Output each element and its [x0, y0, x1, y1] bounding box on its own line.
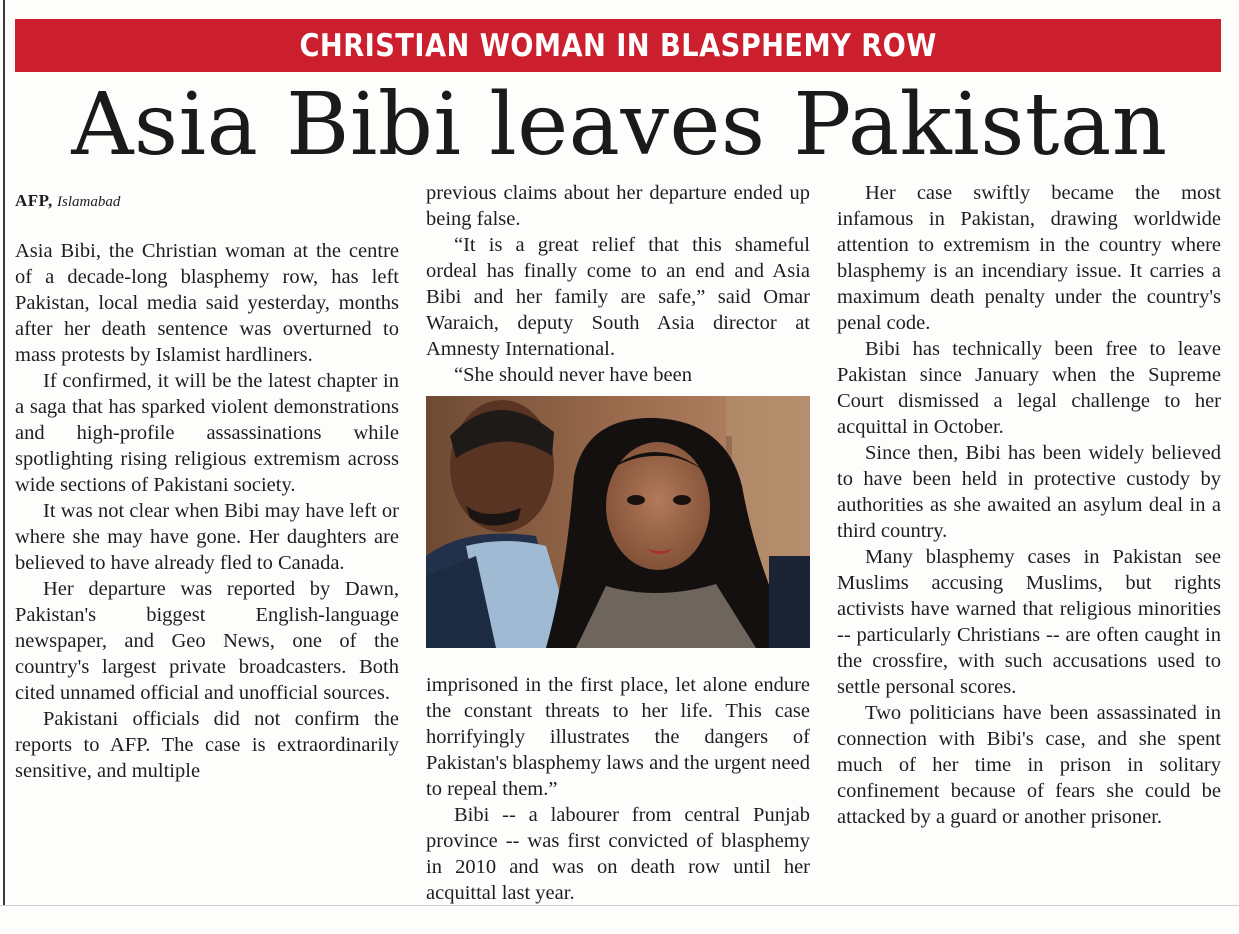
paragraph: Asia Bibi, the Christian woman at the centre of a decade-long blasphemy row, has left Pakistan, local media said yesterday, months after her death sentence was overturned to mass protests by Islamist hardliners. — [15, 240, 399, 366]
paragraph: Bibi -- a labourer from central Punjab province -- was first convicted of blasphemy in 2010 and was on death row until her acquittal last year. — [426, 804, 810, 904]
byline-place: Islamabad — [57, 194, 121, 210]
kicker-bar — [15, 19, 1221, 72]
paragraph: “She should never have been — [454, 364, 692, 386]
paragraph: It was not clear when Bibi may have left or where she may have gone. Her daughters are believed to have already fled to Canada. — [15, 500, 399, 574]
news-photo — [426, 396, 810, 648]
paragraph: Her case swiftly became the most infamous in Pakistan, drawing worldwide attention to extremism in the country where blasphemy is an incendiary issue. It carries a maximum death penalty under the country's penal code. — [837, 182, 1221, 334]
byline-agency: AFP, — [15, 191, 53, 210]
byline — [15, 186, 399, 238]
paragraph: Since then, Bibi has been widely believed to have been held in protective custody by authorities as she awaited an asylum deal in a third country. — [837, 442, 1221, 542]
paragraph: If confirmed, it will be the latest chapter in a saga that has sparked violent demonstrations and high-profile assassinations while spotlighting rising religious extremism across wide sections of Pakistani society. — [15, 370, 399, 496]
paragraph: “It is a great relief that this shameful ordeal has finally come to an end and Asia Bibi and her family are safe,” said Omar Waraich, deputy South Asia director at Amnesty International. — [426, 234, 810, 360]
article-column-2 — [426, 180, 810, 906]
paragraph: Pakistani officials did not confirm the reports to AFP. The case is extraordinarily sensitive, and multiple — [15, 708, 399, 782]
paragraph: previous claims about her departure ended up being false. — [426, 182, 810, 230]
paragraph: Many blasphemy cases in Pakistan see Muslims accusing Muslims, but rights activists have warned that religious minorities -- particularly Christians -- are often caught in the crossfire, with such accusations used to settle personal scores. — [837, 546, 1221, 698]
bottom-rule — [0, 905, 1239, 906]
paragraph: Two politicians have been assassinated in connection with Bibi's case, and she spent much of her time in prison in solitary confinement because of fears she could be attacked by a guard or another prisoner. — [837, 702, 1221, 828]
kicker: CHRISTIAN WOMAN IN BLASPHEMY ROW — [299, 27, 937, 64]
article-column-3 — [837, 180, 1221, 830]
article-column-1 — [15, 180, 399, 784]
paragraph: imprisoned in the first place, let alone endure the constant threats to her life. This case horrifyingly illustrates the dangers of Pakistan's blasphemy laws and the urgent need to repeal them.” — [426, 674, 810, 800]
paragraph: Bibi has technically been free to leave Pakistan since January when the Supreme Court dismissed a legal challenge to her acquittal in October. — [837, 338, 1221, 438]
paragraph: Her departure was reported by Dawn, Pakistan's biggest English-language newspaper, and Geo News, one of the country's largest private broadcasters. Both cited unnamed official and unofficial sources. — [15, 578, 399, 704]
headline: Asia Bibi leaves Pakistan — [71, 75, 1168, 175]
